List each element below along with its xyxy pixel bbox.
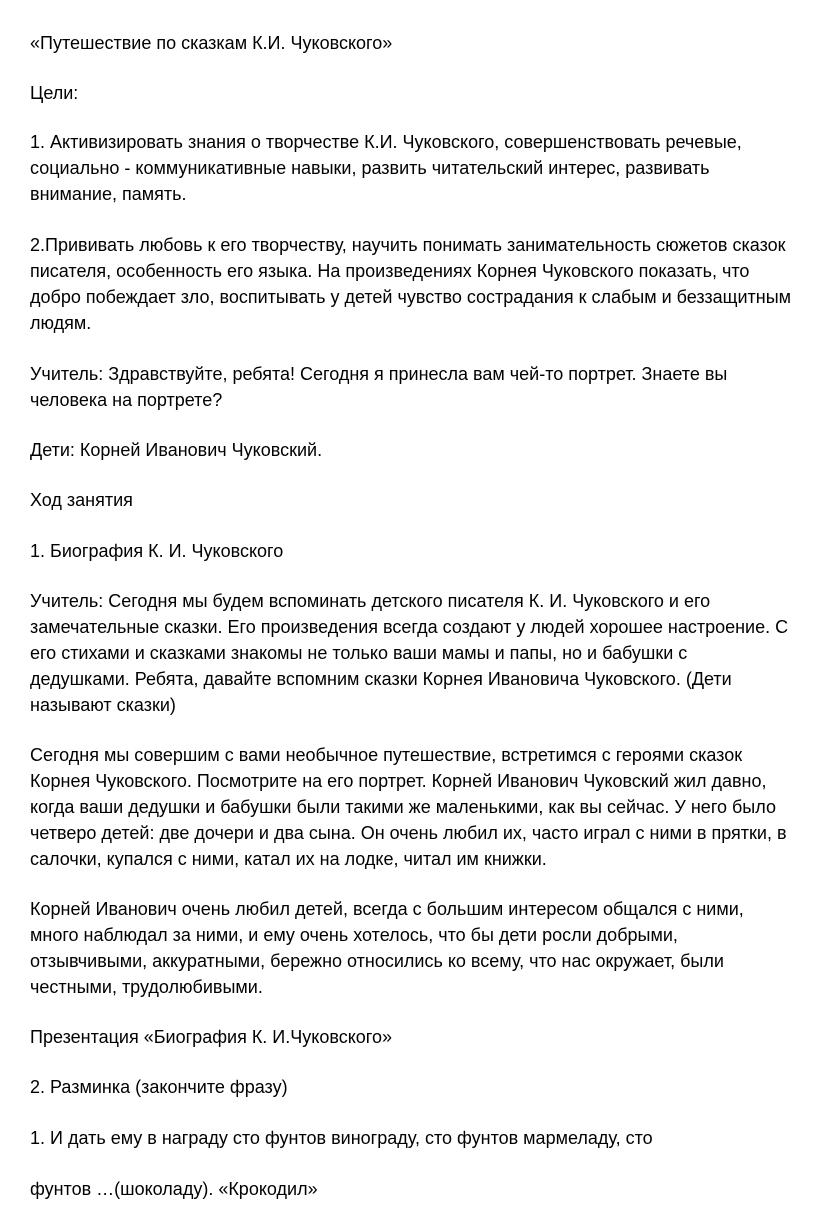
lesson-heading: Ход занятия bbox=[30, 490, 133, 510]
presentation-note: Презентация «Биография К. И.Чуковского» bbox=[30, 1027, 392, 1047]
section-2-heading: 2. Разминка (закончите фразу) bbox=[30, 1077, 288, 1097]
goals-heading: Цели: bbox=[30, 83, 79, 103]
journey-paragraph: Сегодня мы совершим с вами необычное путешествие, встретимся с героями сказок Корнея Чуковского. Посмотрите на его портрет. Корней Иванович Чуковский жил давно, когда ваши дедушки и бабушки были такими же маленькими, как вы сейчас. У него было четверо детей: две дочери и два сына. Он очень любил их, часто играл с ними в прятки, в салочки, купался с ними, катал их на лодке, читал им книжки. bbox=[30, 745, 787, 869]
love-children-paragraph: Корней Иванович очень любил детей, всегда с большим интересом общался с ними, много наблюдал за ними, и ему очень хотелось, что бы дети росли добрыми, отзывчивыми, аккуратными, бережно относились ко всему, что нас окружает, были честными, трудолюбивыми. bbox=[30, 899, 744, 997]
teacher-greeting-paragraph: Учитель: Здравствуйте, ребята! Сегодня я принесла вам чей-то портрет. Знаете вы человека на портрете? bbox=[30, 364, 728, 410]
children-answer: Дети: Корней Иванович Чуковский. bbox=[30, 440, 323, 460]
section-1-heading: 1. Биография К. И. Чуковского bbox=[30, 541, 284, 561]
document-title: «Путешествие по сказкам К.И. Чуковского» bbox=[30, 33, 393, 53]
exercise-1-line-1: 1. И дать ему в награду сто фунтов винограду, сто фунтов мармеладу, сто bbox=[30, 1128, 653, 1148]
goal-1-paragraph: 1. Активизировать знания о творчестве К.И. Чуковского, совершенствовать речевые, социально - коммуникативные навыки, развить читательский интерес, развивать внимание, память. bbox=[30, 132, 742, 204]
teacher-intro-paragraph: Учитель: Сегодня мы будем вспоминать детского писателя К. И. Чуковского и его замечательные сказки. Его произведения всегда создают у людей хорошее настроение. С его стихами и сказками знакомы не только ваши мамы и папы, но и бабушки с дедушками. Ребята, давайте вспомним сказки Корнея Ивановича Чуковского. (Дети называют сказки) bbox=[30, 591, 789, 715]
goal-2-paragraph: 2.Прививать любовь к его творчеству, научить понимать занимательность сюжетов сказок писателя, особенность его языка. На произведениях Корнея Чуковского показать, что добро побеждает зло, воспитывать у детей чувство сострадания к слабым и беззащитным людям. bbox=[30, 235, 792, 333]
exercise-1-line-2: фунтов …(шоколаду). «Крокодил» bbox=[30, 1179, 318, 1199]
